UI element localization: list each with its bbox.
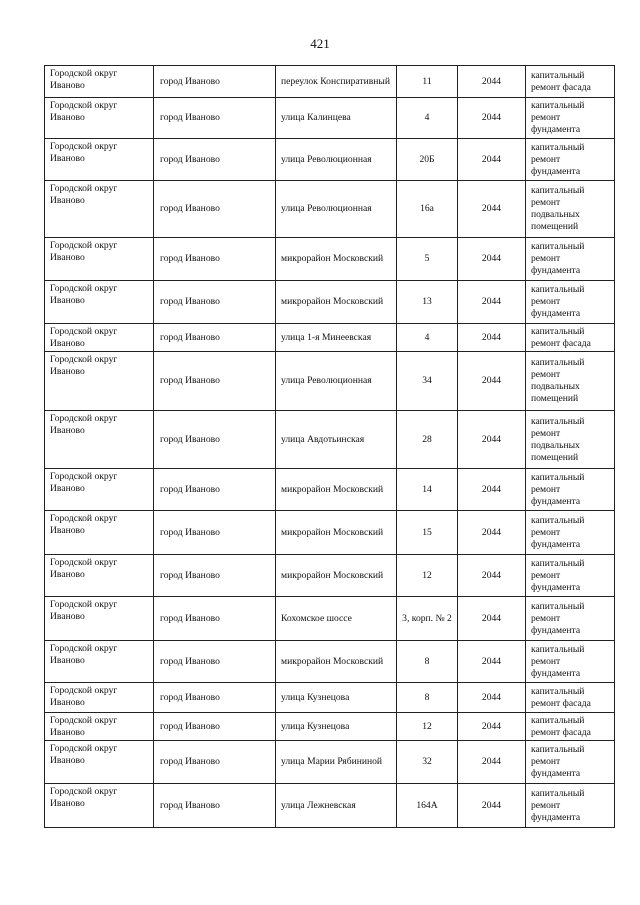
- district-cell: Городской округ Иваново: [45, 411, 154, 469]
- city-cell: город Иваново: [154, 181, 276, 238]
- city-cell: город Иваново: [154, 784, 276, 828]
- work-type-cell: капитальный ремонт фундамента: [526, 98, 615, 139]
- city-cell: город Иваново: [154, 741, 276, 784]
- table-row: [45, 597, 615, 641]
- district-cell: Городской округ Иваново: [45, 181, 154, 238]
- district-cell: Городской округ Иваново: [45, 555, 154, 597]
- work-type-cell: капитальный ремонт фасада: [526, 683, 615, 713]
- street-cell: микрорайон Московский: [276, 641, 397, 683]
- city-cell: город Иваново: [154, 511, 276, 555]
- city-cell: город Иваново: [154, 98, 276, 139]
- year-cell: 2044: [458, 511, 526, 555]
- work-type-cell: капитальный ремонт фундамента: [526, 281, 615, 324]
- district-cell: Городской округ Иваново: [45, 98, 154, 139]
- work-type-cell: капитальный ремонт фасада: [526, 66, 615, 98]
- city-cell: город Иваново: [154, 683, 276, 713]
- city-cell: город Иваново: [154, 281, 276, 324]
- house-number-cell: 3, корп. № 2: [397, 597, 458, 641]
- work-type-cell: капитальный ремонт фасада: [526, 324, 615, 352]
- house-number-cell: 15: [397, 511, 458, 555]
- year-cell: 2044: [458, 469, 526, 511]
- district-cell: Городской округ Иваново: [45, 66, 154, 98]
- street-cell: микрорайон Московский: [276, 469, 397, 511]
- city-cell: город Иваново: [154, 713, 276, 741]
- house-number-cell: 11: [397, 66, 458, 98]
- street-cell: микрорайон Московский: [276, 281, 397, 324]
- house-number-cell: 34: [397, 352, 458, 411]
- year-cell: 2044: [458, 411, 526, 469]
- district-cell: Городской округ Иваново: [45, 511, 154, 555]
- year-cell: 2044: [458, 683, 526, 713]
- house-number-cell: 164А: [397, 784, 458, 828]
- district-cell: Городской округ Иваново: [45, 352, 154, 411]
- house-number-cell: 14: [397, 469, 458, 511]
- table-row: [45, 281, 615, 324]
- work-type-cell: капитальный ремонт фундамента: [526, 784, 615, 828]
- year-cell: 2044: [458, 741, 526, 784]
- city-cell: город Иваново: [154, 641, 276, 683]
- table-row: [45, 98, 615, 139]
- work-type-cell: капитальный ремонт фундамента: [526, 741, 615, 784]
- district-cell: Городской округ Иваново: [45, 238, 154, 281]
- work-type-cell: капитальный ремонт фундамента: [526, 511, 615, 555]
- street-cell: улица Революционная: [276, 139, 397, 181]
- year-cell: 2044: [458, 98, 526, 139]
- table-row: [45, 139, 615, 181]
- house-number-cell: 8: [397, 683, 458, 713]
- city-cell: город Иваново: [154, 238, 276, 281]
- street-cell: улица Марии Рябининой: [276, 741, 397, 784]
- year-cell: 2044: [458, 238, 526, 281]
- work-type-cell: капитальный ремонт подвальных помещений: [526, 352, 615, 411]
- city-cell: город Иваново: [154, 324, 276, 352]
- house-number-cell: 12: [397, 713, 458, 741]
- house-number-cell: 8: [397, 641, 458, 683]
- city-cell: город Иваново: [154, 597, 276, 641]
- street-cell: микрорайон Московский: [276, 511, 397, 555]
- house-number-cell: 32: [397, 741, 458, 784]
- table-row: [45, 469, 615, 511]
- street-cell: улица Кузнецова: [276, 683, 397, 713]
- work-type-cell: капитальный ремонт фундамента: [526, 641, 615, 683]
- street-cell: улица Калинцева: [276, 98, 397, 139]
- work-type-cell: капитальный ремонт фундамента: [526, 555, 615, 597]
- district-cell: Городской округ Иваново: [45, 324, 154, 352]
- table-row: [45, 324, 615, 352]
- house-number-cell: 12: [397, 555, 458, 597]
- street-cell: улица Лежневская: [276, 784, 397, 828]
- street-cell: улица Революционная: [276, 181, 397, 238]
- table-row: [45, 713, 615, 741]
- work-type-cell: капитальный ремонт фасада: [526, 713, 615, 741]
- district-cell: Городской округ Иваново: [45, 641, 154, 683]
- table-row: [45, 511, 615, 555]
- table-row: [45, 238, 615, 281]
- registry-table: [44, 65, 615, 828]
- district-cell: Городской округ Иваново: [45, 784, 154, 828]
- year-cell: 2044: [458, 597, 526, 641]
- city-cell: город Иваново: [154, 555, 276, 597]
- table-row: [45, 683, 615, 713]
- year-cell: 2044: [458, 281, 526, 324]
- table-row: [45, 555, 615, 597]
- district-cell: Городской округ Иваново: [45, 741, 154, 784]
- house-number-cell: 16а: [397, 181, 458, 238]
- district-cell: Городской округ Иваново: [45, 597, 154, 641]
- house-number-cell: 4: [397, 324, 458, 352]
- house-number-cell: 5: [397, 238, 458, 281]
- year-cell: 2044: [458, 66, 526, 98]
- year-cell: 2044: [458, 181, 526, 238]
- work-type-cell: капитальный ремонт фундамента: [526, 597, 615, 641]
- street-cell: улица Кузнецова: [276, 713, 397, 741]
- district-cell: Городской округ Иваново: [45, 139, 154, 181]
- table-row: [45, 784, 615, 828]
- street-cell: улица Революционная: [276, 352, 397, 411]
- district-cell: Городской округ Иваново: [45, 713, 154, 741]
- year-cell: 2044: [458, 555, 526, 597]
- table-row: [45, 181, 615, 238]
- city-cell: город Иваново: [154, 352, 276, 411]
- year-cell: 2044: [458, 352, 526, 411]
- work-type-cell: капитальный ремонт подвальных помещений: [526, 411, 615, 469]
- registry-table-body: [45, 66, 615, 828]
- street-cell: Кохомское шоссе: [276, 597, 397, 641]
- work-type-cell: капитальный ремонт фундамента: [526, 139, 615, 181]
- year-cell: 2044: [458, 139, 526, 181]
- table-row: [45, 66, 615, 98]
- house-number-cell: 28: [397, 411, 458, 469]
- city-cell: город Иваново: [154, 469, 276, 511]
- house-number-cell: 4: [397, 98, 458, 139]
- street-cell: переулок Конспиративный: [276, 66, 397, 98]
- house-number-cell: 13: [397, 281, 458, 324]
- page-number: 421: [310, 36, 330, 51]
- table-row: [45, 411, 615, 469]
- street-cell: микрорайон Московский: [276, 238, 397, 281]
- street-cell: улица Авдотьинская: [276, 411, 397, 469]
- table-row: [45, 352, 615, 411]
- table-row: [45, 641, 615, 683]
- work-type-cell: капитальный ремонт фундамента: [526, 238, 615, 281]
- street-cell: улица 1-я Минеевская: [276, 324, 397, 352]
- year-cell: 2044: [458, 641, 526, 683]
- city-cell: город Иваново: [154, 411, 276, 469]
- district-cell: Городской округ Иваново: [45, 281, 154, 324]
- district-cell: Городской округ Иваново: [45, 469, 154, 511]
- house-number-cell: 20Б: [397, 139, 458, 181]
- year-cell: 2044: [458, 784, 526, 828]
- city-cell: город Иваново: [154, 139, 276, 181]
- work-type-cell: капитальный ремонт подвальных помещений: [526, 181, 615, 238]
- year-cell: 2044: [458, 324, 526, 352]
- year-cell: 2044: [458, 713, 526, 741]
- city-cell: город Иваново: [154, 66, 276, 98]
- table-row: [45, 741, 615, 784]
- street-cell: микрорайон Московский: [276, 555, 397, 597]
- work-type-cell: капитальный ремонт фундамента: [526, 469, 615, 511]
- district-cell: Городской округ Иваново: [45, 683, 154, 713]
